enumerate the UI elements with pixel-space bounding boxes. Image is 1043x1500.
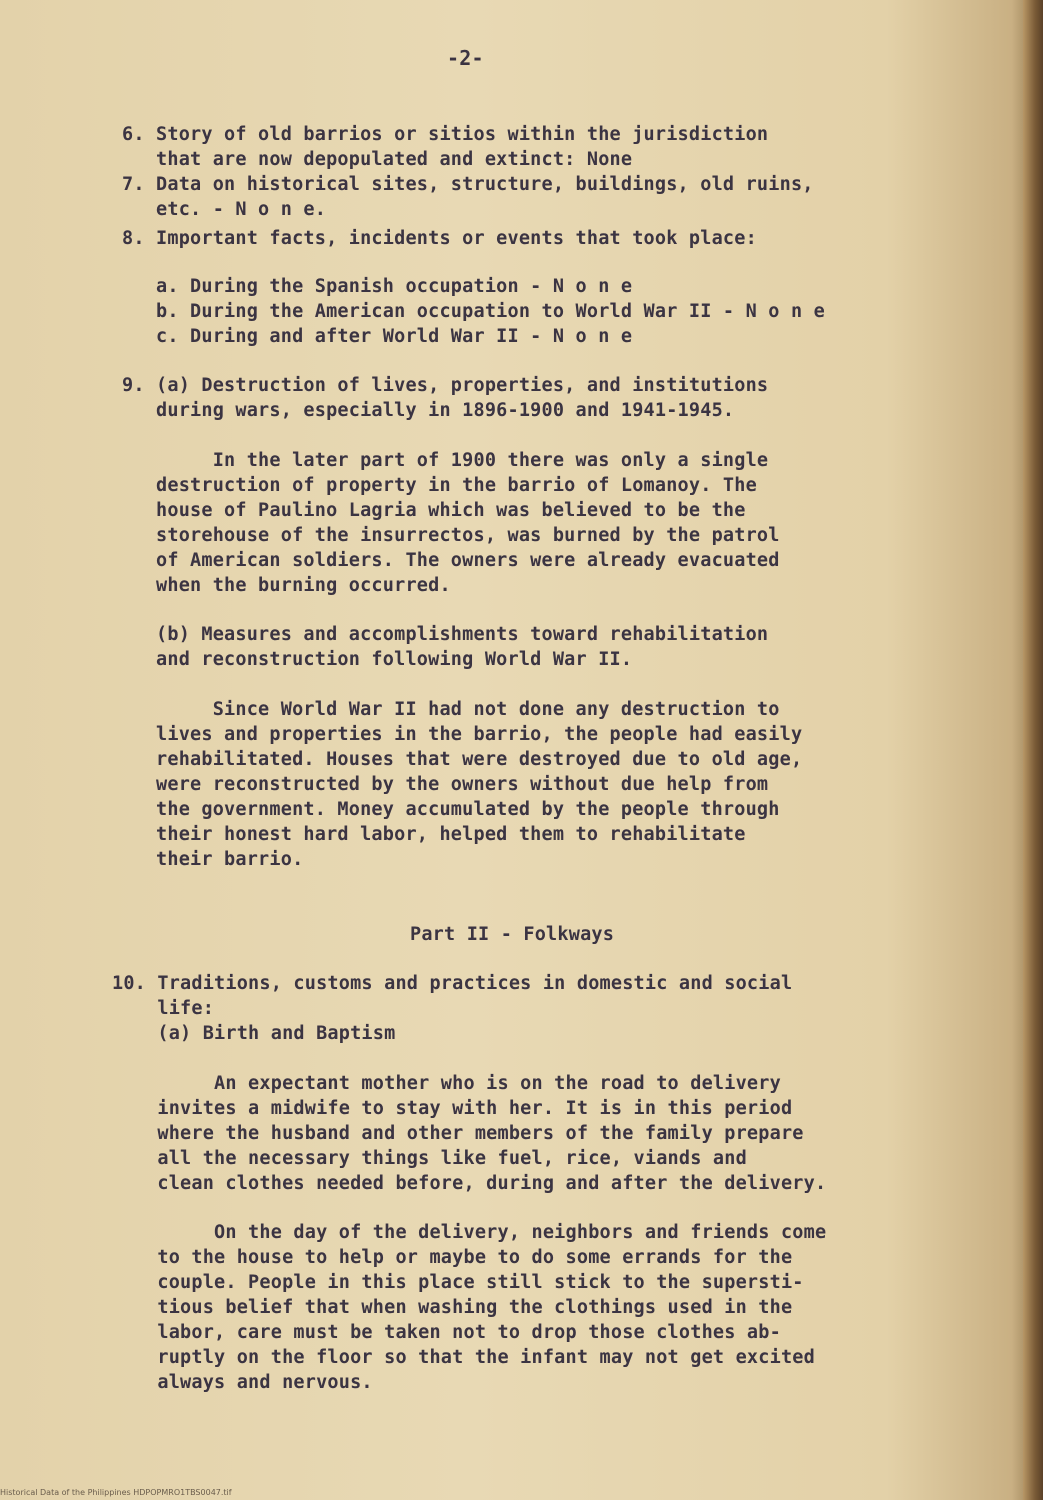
item9-para2-line: Since World War II had not done any destruction to	[122, 699, 780, 720]
part2-heading: Part II - Folkways	[410, 924, 615, 945]
item9-para1-line: storehouse of the insurrectos, was burned by the patrol	[122, 525, 780, 546]
item8-c: c. During and after World War II - N o n e	[122, 326, 633, 347]
item9b-line1: (b) Measures and accomplishments toward rehabilitation	[122, 624, 769, 645]
item8-line1: 8. Important facts, incidents or events that took place:	[122, 228, 757, 249]
item8-a: a. During the Spanish occupation - N o n e	[122, 276, 633, 297]
item9-para2-line: lives and properties in the barrio, the people had easily	[122, 724, 803, 745]
item10-para1-line: An expectant mother who is on the road to delivery	[112, 1073, 781, 1094]
page-number: -2-	[447, 46, 484, 70]
item9-para2-line: were reconstructed by the owners without due help from	[122, 774, 769, 795]
item10-para1-line: all the necessary things like fuel, rice, viands and	[112, 1148, 747, 1169]
item10-line3: (a) Birth and Baptism	[112, 1023, 396, 1044]
item10-para1-line: invites a midwife to stay with her. It is in this period	[112, 1098, 793, 1119]
item10-para2-line: couple. People in this place still stick to the supersti-	[112, 1272, 804, 1293]
item9-para2-line: their barrio.	[122, 849, 304, 870]
item8-b: b. During the American occupation to World War II - N o n e	[122, 301, 825, 322]
item9-para1-line: of American soldiers. The owners were already evacuated	[122, 550, 780, 571]
item10-para2-line: always and nervous.	[112, 1372, 373, 1393]
item9-para2-line: their honest hard labor, helped them to rehabilitate	[122, 824, 746, 845]
item6-line1: 6. Story of old barrios or sitios within the jurisdiction	[122, 124, 769, 145]
item6-line2: that are now depopulated and extinct: None	[122, 149, 633, 170]
item10-para2-line: labor, care must be taken not to drop those clothes ab-	[112, 1322, 781, 1343]
item10-line1: 10. Traditions, customs and practices in domestic and social	[112, 973, 793, 994]
item9-para2-line: rehabilitated. Houses that were destroyed due to old age,	[122, 749, 803, 770]
scan-footer-caption: Historical Data of the Philippines HDPOPMRO1TBS0047.tif	[0, 1488, 232, 1497]
item9-line1: 9. (a) Destruction of lives, properties, and institutions	[122, 375, 769, 396]
item9-para1-line: In the later part of 1900 there was only a single	[122, 450, 769, 471]
item9-para1-line: destruction of property in the barrio of Lomanoy. The	[122, 475, 757, 496]
item10-line2: life:	[112, 998, 215, 1019]
item9-para1-line: house of Paulino Lagria which was believed to be the	[122, 500, 746, 521]
item10-para2-line: ruptly on the floor so that the infant may not get excited	[112, 1347, 815, 1368]
item10-para2-line: to the house to help or maybe to do some errands for the	[112, 1247, 793, 1268]
item10-para2-line: tious belief that when washing the clothings used in the	[112, 1297, 793, 1318]
item9b-line2: and reconstruction following World War II.	[122, 649, 633, 670]
book-binding-edge	[1023, 0, 1043, 1500]
item9-para2-line: the government. Money accumulated by the people through	[122, 799, 780, 820]
item7-line2: etc. - N o n e.	[122, 199, 327, 220]
item7-line1: 7. Data on historical sites, structure, buildings, old ruins,	[122, 174, 814, 195]
item10-para1-line: where the husband and other members of the family prepare	[112, 1123, 804, 1144]
item10-para2-line: On the day of the delivery, neighbors and friends come	[112, 1222, 827, 1243]
item9-para1-line: when the burning occurred.	[122, 575, 451, 596]
item9-line2: during wars, especially in 1896-1900 and 1941-1945.	[122, 400, 735, 421]
item10-para1-line: clean clothes needed before, during and after the delivery.	[112, 1173, 827, 1194]
